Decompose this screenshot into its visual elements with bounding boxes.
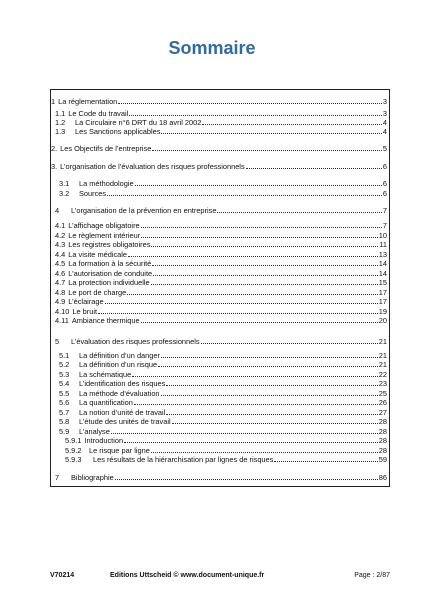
toc-entry-label: L’autorisation de conduite: [68, 269, 153, 278]
dot-leader: [152, 265, 378, 266]
dot-leader: [118, 103, 382, 104]
toc-entry[interactable]: [59, 417, 387, 427]
toc-entry-page: 6: [382, 189, 387, 198]
toc-entry-number: 4.1: [55, 221, 66, 230]
toc-entry-page: 22: [378, 370, 387, 379]
dot-leader: [161, 395, 378, 396]
publisher-line: Editions Uttscheid © www.document-unique.fr: [110, 572, 265, 579]
toc-entry-number: 5.8: [59, 417, 70, 426]
toc-entry[interactable]: [55, 127, 387, 137]
toc-entry-number: 4.7: [55, 278, 66, 287]
toc-entry-label: L’affichage obligatoire: [68, 221, 140, 230]
toc-entry-number: 4.11: [55, 316, 69, 325]
toc-entry-label: La quantification: [79, 398, 133, 407]
toc-entry-number: 4.3: [55, 240, 66, 249]
toc-entry-title: [55, 278, 150, 288]
toc-entry-page: 3: [382, 97, 387, 106]
toc-entry-page: 23: [378, 379, 387, 388]
toc-entry-page: 15: [378, 278, 387, 287]
toc-entry-title: [55, 259, 151, 269]
toc-entry-page: 17: [378, 288, 387, 297]
toc-entry-label: La méthode d’évaluation: [79, 389, 160, 398]
toc-entry-page: 21: [378, 360, 387, 369]
toc-entry-number: 4.9: [55, 297, 66, 306]
toc-entry-number: 4.10: [55, 307, 70, 316]
dot-leader: [134, 404, 378, 405]
toc-entry-label: La formation à la sécurité: [68, 259, 152, 268]
toc-entry-page: 6: [382, 162, 387, 171]
toc-entry-label: La réglementation: [58, 97, 118, 106]
toc-entry-title: [55, 221, 140, 231]
toc-entry-title: [55, 337, 200, 347]
toc-entry-number: 2.: [51, 144, 58, 153]
toc-entry-page: 27: [378, 408, 387, 417]
toc-entry-page: 10: [378, 231, 387, 240]
toc-entry-page: 7: [382, 221, 387, 230]
toc-entry-page: 14: [378, 269, 387, 278]
dot-leader: [127, 294, 378, 295]
toc-entry-number: 4.4: [55, 250, 66, 259]
dot-leader: [141, 322, 378, 323]
toc-entry[interactable]: [55, 206, 387, 216]
toc-entry-label: Bibliographie: [71, 473, 114, 482]
toc-entry-page: 5: [382, 144, 387, 153]
toc-entry-number: 1.3: [55, 127, 66, 136]
toc-entry-number: 5.3: [59, 370, 70, 379]
toc-entry-number: 4.2: [55, 231, 66, 240]
toc-entry-label: La Circulaire n°6 DRT du 18 avril 2002: [75, 118, 202, 127]
dot-leader: [153, 275, 378, 276]
page-number: Page : 2/87: [354, 572, 390, 579]
toc-entry-number: 5.7: [59, 408, 70, 417]
toc-entry-number: 5.5: [59, 389, 70, 398]
toc-entry-label: Les registres obligatoires: [68, 240, 151, 249]
toc-entry[interactable]: [55, 221, 387, 231]
toc-entry-label: Ambiance thermique: [71, 316, 140, 325]
toc-entry-number: 3.1: [59, 179, 70, 188]
toc-entry-title: [59, 179, 134, 189]
toc-entry-title: [51, 162, 245, 172]
toc-entry-title: [59, 360, 157, 370]
dot-leader: [128, 256, 378, 257]
toc-entry-label: Le règlement intérieur: [68, 231, 141, 240]
toc-entry-page: 20: [378, 316, 387, 325]
dot-leader: [111, 433, 378, 434]
toc-entry-number: 3.2: [59, 189, 70, 198]
toc-entry-number: 5: [55, 337, 60, 346]
dot-leader: [161, 357, 378, 358]
dot-leader: [217, 212, 381, 213]
dot-leader: [202, 124, 382, 125]
toc-entry-number: 4.8: [55, 288, 66, 297]
dot-leader: [115, 479, 378, 480]
toc-entry-label: La visite médicale: [68, 250, 128, 259]
dot-leader: [124, 442, 378, 443]
toc-entry-title: [55, 206, 216, 216]
toc-entry[interactable]: [59, 360, 387, 370]
toc-entry-number: 3.: [51, 162, 58, 171]
toc-entry-page: 21: [378, 351, 387, 360]
toc-entry-title: [55, 127, 160, 137]
page-title: Sommaire: [168, 38, 256, 58]
toc-entry-number: 5.9: [59, 427, 70, 436]
toc-entry-label: L’organisation de la prévention en entreprise: [71, 206, 217, 215]
toc-entry-title: [59, 379, 165, 389]
toc-entry[interactable]: [55, 240, 387, 250]
toc-entry-page: 28: [378, 436, 387, 445]
toc-entry-title: [55, 316, 140, 326]
toc-entry-page: 7: [382, 206, 387, 215]
toc-entry-label: L’évaluation des risques professionnels: [71, 337, 200, 346]
dot-leader: [132, 376, 378, 377]
toc-entry-title: [59, 398, 133, 408]
toc-entry-label: Les Sanctions applicables: [75, 127, 161, 136]
table-of-contents: [50, 89, 390, 487]
toc-entry-number: 5.2: [59, 360, 70, 369]
toc-entry-number: 4.6: [55, 269, 66, 278]
document-reference: V70214: [50, 572, 75, 579]
toc-entry-label: Sources: [79, 189, 107, 198]
toc-entry-number: 1: [51, 97, 56, 106]
toc-entry-page: 28: [378, 427, 387, 436]
toc-entry-title: [51, 97, 117, 107]
toc-entry-title: [51, 144, 151, 154]
toc-entry-label: Les résultats de la hiérarchisation par lignes de risques: [93, 455, 274, 464]
toc-entry-page: 19: [378, 307, 387, 316]
toc-entry-page: 3: [382, 109, 387, 118]
toc-entry-number: 5.9.1: [65, 436, 82, 445]
toc-entry-page: 14: [378, 259, 387, 268]
toc-entry-number: 1.1: [55, 109, 66, 118]
toc-entry-label: L’étude des unités de travail: [79, 417, 171, 426]
toc-entry-label: Les Objectifs de l’entreprise: [60, 144, 152, 153]
toc-entry-label: Introduction: [84, 436, 124, 445]
toc-entry-label: L’identification des risques: [79, 379, 166, 388]
toc-entry-label: Le port de charge: [68, 288, 127, 297]
toc-entry[interactable]: [59, 179, 387, 189]
dot-leader: [166, 414, 377, 415]
toc-entry[interactable]: [55, 473, 387, 483]
toc-entry-label: Le risque par ligne: [89, 446, 150, 455]
toc-entry-title: [65, 436, 123, 446]
toc-entry-title: [59, 189, 106, 199]
toc-entry-label: Le bruit: [72, 307, 98, 316]
toc-entry[interactable]: [55, 278, 387, 288]
dot-leader: [201, 343, 378, 344]
dot-leader: [152, 150, 382, 151]
toc-entry[interactable]: [51, 162, 387, 172]
dot-leader: [151, 452, 378, 453]
toc-entry-page: 4: [382, 127, 387, 136]
toc-entry-page: 21: [378, 337, 387, 346]
toc-entry-page: 25: [378, 389, 387, 398]
dot-leader: [141, 237, 378, 238]
toc-entry-number: 5.4: [59, 379, 70, 388]
toc-entry-page: 4: [382, 118, 387, 127]
toc-entry-page: 28: [378, 417, 387, 426]
toc-entry[interactable]: [59, 189, 387, 199]
toc-entry-title: [55, 473, 114, 483]
toc-entry-page: 59: [378, 455, 387, 464]
toc-entry[interactable]: [65, 455, 387, 465]
dot-leader: [129, 115, 382, 116]
toc-entry-page: 26: [378, 398, 387, 407]
dot-leader: [105, 303, 378, 304]
toc-entry-label: La méthodologie: [79, 179, 134, 188]
toc-entry[interactable]: [55, 316, 387, 326]
dot-leader: [151, 246, 378, 247]
toc-entry-label: La définition d’un danger: [79, 351, 160, 360]
toc-entry-page: 28: [378, 446, 387, 455]
toc-entry[interactable]: [59, 398, 387, 408]
dot-leader: [107, 195, 382, 196]
toc-entry-label: L’éclairage: [68, 297, 104, 306]
toc-entry[interactable]: [55, 259, 387, 269]
dot-leader: [274, 461, 377, 462]
toc-entry-number: 4: [55, 206, 60, 215]
toc-entry-label: La protection individuelle: [68, 278, 150, 287]
dot-leader: [151, 284, 378, 285]
toc-entry[interactable]: [59, 379, 387, 389]
dot-leader: [141, 227, 382, 228]
dot-leader: [166, 385, 377, 386]
toc-entry-title: [55, 297, 104, 307]
toc-entry-title: [59, 417, 171, 427]
toc-entry[interactable]: [51, 97, 387, 107]
dot-leader: [135, 185, 382, 186]
toc-entry-label: L’organisation de l’évaluation des risques professionnels: [60, 162, 245, 171]
toc-entry-label: L’analyse: [79, 427, 110, 436]
toc-entry-page: 17: [378, 297, 387, 306]
dot-leader: [158, 366, 378, 367]
toc-entry[interactable]: [65, 436, 387, 446]
toc-entry[interactable]: [55, 297, 387, 307]
dot-leader: [172, 423, 378, 424]
toc-entry-number: 4.5: [55, 259, 66, 268]
toc-entry-page: 86: [378, 473, 387, 482]
toc-entry-label: La définition d’un risque: [79, 360, 158, 369]
toc-entry-number: 7: [55, 473, 60, 482]
toc-entry-label: La notion d’unité de travail: [79, 408, 166, 417]
dot-leader: [98, 313, 378, 314]
toc-entry-title: [55, 240, 150, 250]
toc-entry-label: La schématique: [79, 370, 132, 379]
toc-entry-number: 5.1: [59, 351, 70, 360]
toc-entry-title: [65, 455, 273, 465]
toc-entry-page: 6: [382, 179, 387, 188]
dot-leader: [246, 168, 382, 169]
dot-leader: [161, 133, 381, 134]
toc-entry-number: 5.9.3: [65, 455, 82, 464]
toc-entry[interactable]: [55, 337, 387, 347]
toc-entry-number: 5.6: [59, 398, 70, 407]
toc-entry-label: Le Code du travail: [68, 109, 129, 118]
toc-entry-page: 13: [378, 250, 387, 259]
toc-entry-number: 1.2: [55, 118, 66, 127]
toc-entry[interactable]: [51, 144, 387, 154]
toc-entry-page: 11: [379, 240, 387, 249]
toc-entry-number: 5.9.2: [65, 446, 82, 455]
